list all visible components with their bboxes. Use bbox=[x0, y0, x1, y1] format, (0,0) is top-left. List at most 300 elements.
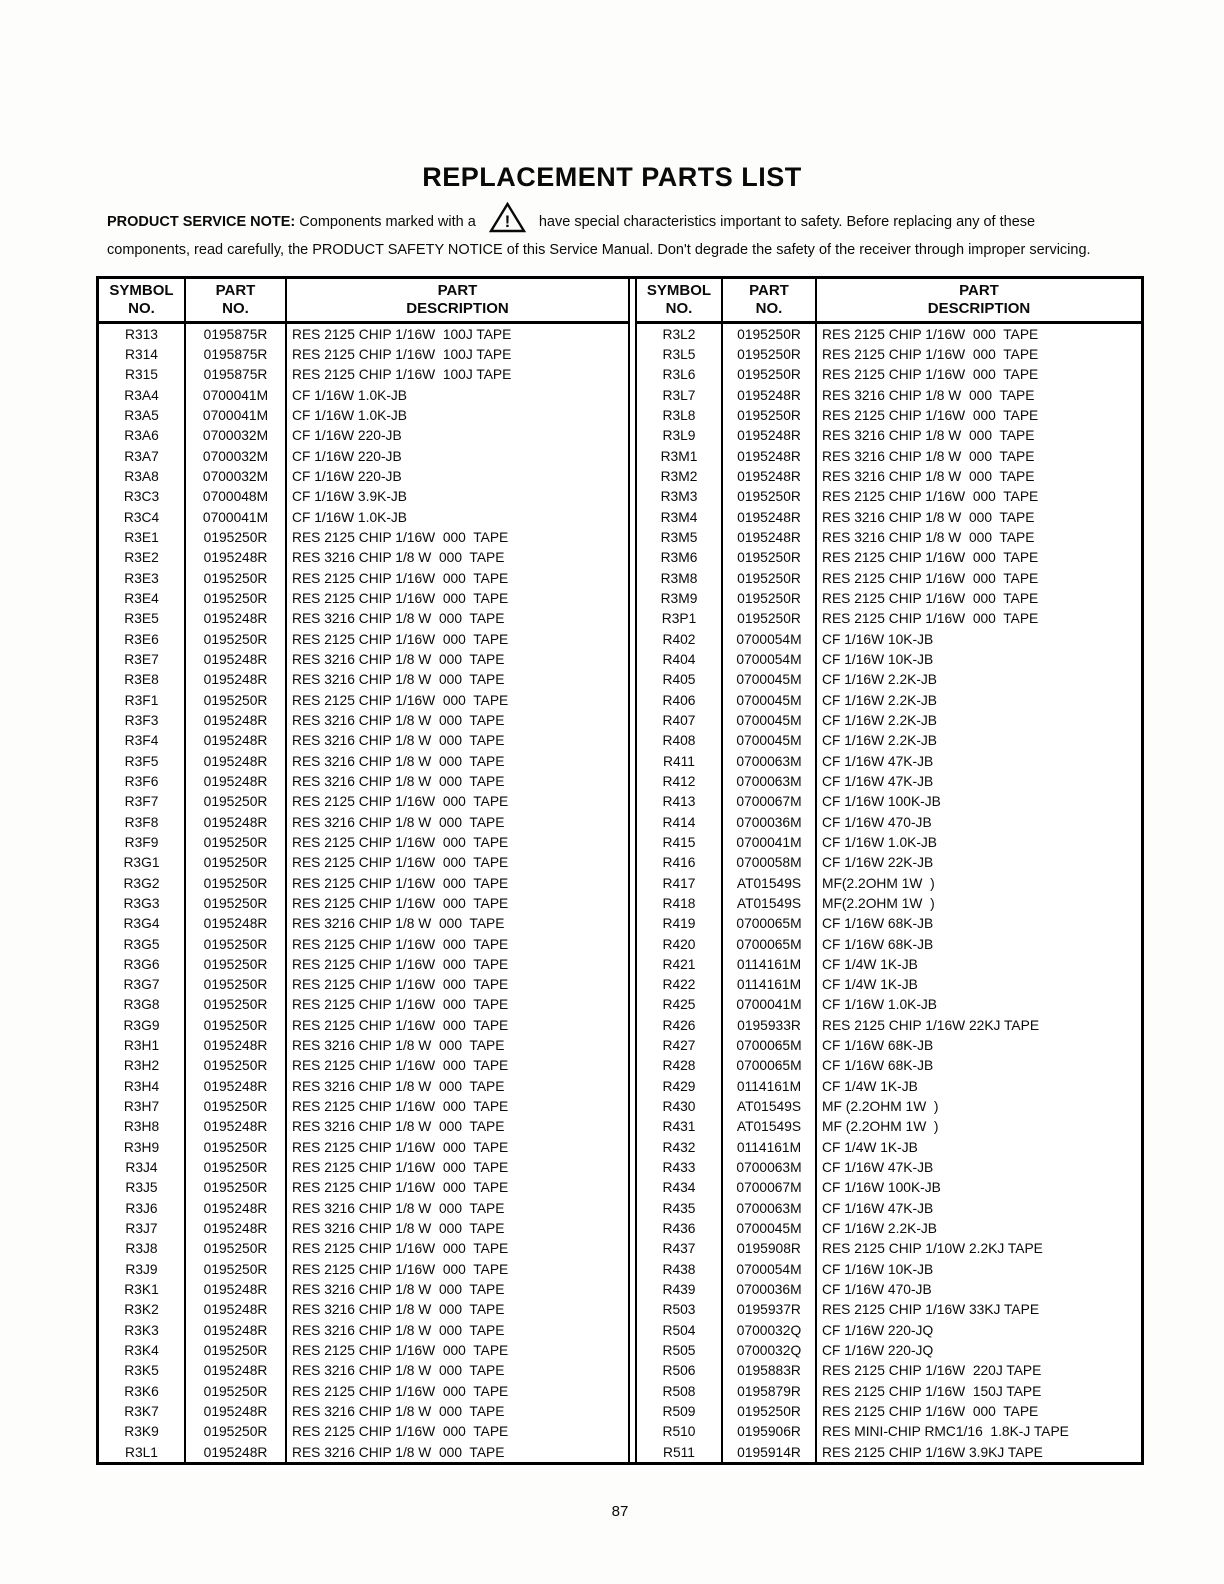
part-no-cell: 0700063M bbox=[723, 771, 817, 791]
symbol-cell: R314 bbox=[99, 344, 186, 364]
description-cell: RES 2125 CHIP 1/16W 000 TAPE bbox=[292, 956, 509, 972]
symbol-cell: R3K5 bbox=[99, 1361, 186, 1381]
part-no-cell: 0700065M bbox=[723, 1035, 817, 1055]
table-row bbox=[637, 853, 1141, 873]
symbol-cell: R3A5 bbox=[99, 405, 186, 425]
part-no-cell: 0195250R bbox=[186, 629, 287, 649]
symbol-cell: R425 bbox=[637, 995, 723, 1015]
part-no-cell: 0195914R bbox=[723, 1442, 817, 1462]
symbol-cell: R3F6 bbox=[99, 771, 186, 791]
table-row bbox=[99, 995, 628, 1015]
description-cell: RES 3216 CHIP 1/8 W 000 TAPE bbox=[292, 1038, 505, 1054]
part-no-cell: 0700067M bbox=[723, 792, 817, 812]
symbol-cell: R411 bbox=[637, 751, 723, 771]
table-row bbox=[99, 934, 628, 954]
note-label: PRODUCT SERVICE NOTE: bbox=[107, 214, 296, 230]
table-row bbox=[99, 670, 628, 690]
part-no-cell: 0195875R bbox=[186, 344, 287, 364]
table-row bbox=[637, 1320, 1141, 1340]
symbol-cell: R3M4 bbox=[637, 507, 723, 527]
description-cell: RES 3216 CHIP 1/8 W 000 TAPE bbox=[292, 672, 505, 688]
symbol-cell: R3G5 bbox=[99, 934, 186, 954]
part-no-cell: 0195250R bbox=[186, 995, 287, 1015]
table-row bbox=[99, 507, 628, 527]
warning-triangle-icon bbox=[489, 202, 526, 240]
description-cell: RES 2125 CHIP 1/16W 000 TAPE bbox=[292, 692, 509, 708]
part-no-cell: 0195250R bbox=[186, 1157, 287, 1177]
description-cell: CF 1/16W 47K-JB bbox=[822, 1200, 934, 1216]
symbol-cell: R3E2 bbox=[99, 548, 186, 568]
symbol-cell: R415 bbox=[637, 832, 723, 852]
table-row bbox=[637, 914, 1141, 934]
table-row bbox=[99, 1279, 628, 1299]
description-cell: CF 1/16W 68K-JB bbox=[822, 1038, 934, 1054]
part-no-cell: 0195248R bbox=[186, 1198, 287, 1218]
description-cell: CF 1/16W 1.0K-JB bbox=[292, 387, 408, 403]
description-cell: RES 2125 CHIP 1/16W 000 TAPE bbox=[822, 346, 1039, 362]
part-no-cell: 0195248R bbox=[186, 1076, 287, 1096]
part-no-cell: AT01549S bbox=[723, 893, 817, 913]
table-row bbox=[99, 1422, 628, 1442]
description-cell: RES 2125 CHIP 1/16W 000 TAPE bbox=[822, 550, 1039, 566]
table-row bbox=[637, 1259, 1141, 1279]
table-row bbox=[637, 629, 1141, 649]
description-cell: CF 1/4W 1K-JB bbox=[822, 1078, 918, 1094]
description-cell: RES 3216 CHIP 1/8 W 000 TAPE bbox=[292, 1078, 505, 1094]
part-no-cell: 0195248R bbox=[186, 1117, 287, 1137]
description-cell: MF(2.2OHM 1W ) bbox=[822, 875, 935, 891]
description-cell: RES 3216 CHIP 1/8 W 000 TAPE bbox=[822, 529, 1035, 545]
description-cell: RES 2125 CHIP 1/16W 000 TAPE bbox=[292, 1343, 509, 1359]
table-row bbox=[99, 1015, 628, 1035]
description-cell: RES 2125 CHIP 1/16W 3.9KJ TAPE bbox=[822, 1444, 1043, 1460]
symbol-cell: R3H1 bbox=[99, 1035, 186, 1055]
part-no-cell: 0114161M bbox=[723, 954, 817, 974]
description-cell: RES 2125 CHIP 1/16W 000 TAPE bbox=[822, 407, 1039, 423]
symbol-cell: R313 bbox=[99, 324, 186, 344]
part-no-cell: 0195248R bbox=[723, 466, 817, 486]
column-header-symbol-no: SYMBOL NO. bbox=[99, 279, 186, 321]
part-no-cell: 0700065M bbox=[723, 1056, 817, 1076]
symbol-cell: R435 bbox=[637, 1198, 723, 1218]
description-cell: RES 2125 CHIP 1/16W 000 TAPE bbox=[292, 936, 509, 952]
description-cell: RES 2125 CHIP 1/10W 2.2KJ TAPE bbox=[822, 1241, 1043, 1257]
table-row bbox=[99, 1300, 628, 1320]
part-no-cell: 0700041M bbox=[723, 995, 817, 1015]
table-row bbox=[99, 324, 628, 344]
symbol-cell: R3H8 bbox=[99, 1117, 186, 1137]
table-row bbox=[637, 1401, 1141, 1421]
table-row bbox=[637, 995, 1141, 1015]
part-no-cell: 0195250R bbox=[723, 1401, 817, 1421]
part-no-cell: 0195248R bbox=[186, 1401, 287, 1421]
description-cell: RES 2125 CHIP 1/16W 000 TAPE bbox=[292, 1261, 509, 1277]
table-row bbox=[637, 1157, 1141, 1177]
part-no-cell: AT01549S bbox=[723, 1096, 817, 1116]
symbol-cell: R3M8 bbox=[637, 568, 723, 588]
part-no-cell: 0195248R bbox=[186, 914, 287, 934]
part-no-cell: 0700045M bbox=[723, 1218, 817, 1238]
description-cell: CF 1/16W 47K-JB bbox=[822, 1160, 934, 1176]
description-cell: RES 3216 CHIP 1/8 W 000 TAPE bbox=[292, 773, 505, 789]
part-no-cell: 0195248R bbox=[186, 1320, 287, 1340]
description-cell: CF 1/16W 47K-JB bbox=[822, 773, 934, 789]
column-header-part-no: PART NO. bbox=[186, 279, 287, 321]
table-row bbox=[99, 1401, 628, 1421]
table-row bbox=[99, 1361, 628, 1381]
symbol-cell: R412 bbox=[637, 771, 723, 791]
description-cell: CF 1/16W 220-JQ bbox=[822, 1322, 934, 1338]
part-no-cell: 0195248R bbox=[186, 812, 287, 832]
part-no-cell: 0700032M bbox=[186, 426, 287, 446]
table-row bbox=[99, 914, 628, 934]
description-cell: RES 2125 CHIP 1/16W 000 TAPE bbox=[292, 1180, 509, 1196]
description-cell: RES 2125 CHIP 1/16W 000 TAPE bbox=[292, 1099, 509, 1115]
description-cell: RES 2125 CHIP 1/16W 000 TAPE bbox=[292, 570, 509, 586]
symbol-cell: R408 bbox=[637, 731, 723, 751]
description-cell: RES 2125 CHIP 1/16W 000 TAPE bbox=[292, 794, 509, 810]
symbol-cell: R431 bbox=[637, 1117, 723, 1137]
table-row bbox=[637, 507, 1141, 527]
table-row bbox=[99, 792, 628, 812]
part-no-cell: 0700036M bbox=[723, 812, 817, 832]
table-row bbox=[99, 1178, 628, 1198]
symbol-cell: R3E1 bbox=[99, 527, 186, 547]
table-row bbox=[99, 1076, 628, 1096]
part-no-cell: 0195250R bbox=[186, 1015, 287, 1035]
table-row bbox=[637, 731, 1141, 751]
description-cell: RES 2125 CHIP 1/16W 000 TAPE bbox=[292, 1424, 509, 1440]
table-row bbox=[637, 405, 1141, 425]
table-row bbox=[637, 1076, 1141, 1096]
table-row bbox=[637, 588, 1141, 608]
table-row bbox=[99, 487, 628, 507]
table-row bbox=[99, 446, 628, 466]
part-no-cell: 0195250R bbox=[186, 1381, 287, 1401]
description-cell: RES 2125 CHIP 1/16W 000 TAPE bbox=[822, 611, 1039, 627]
part-no-cell: 0700041M bbox=[186, 385, 287, 405]
table-row bbox=[99, 568, 628, 588]
part-no-cell: 0195250R bbox=[186, 1259, 287, 1279]
part-no-cell: 0195250R bbox=[186, 568, 287, 588]
description-cell: CF 1/16W 100K-JB bbox=[822, 1180, 941, 1196]
description-cell: MF (2.2OHM 1W ) bbox=[822, 1099, 939, 1115]
part-no-cell: 0195937R bbox=[723, 1300, 817, 1320]
symbol-cell: R3F1 bbox=[99, 690, 186, 710]
description-cell: RES 3216 CHIP 1/8 W 000 TAPE bbox=[822, 448, 1035, 464]
symbol-cell: R426 bbox=[637, 1015, 723, 1035]
part-no-cell: 0195250R bbox=[186, 954, 287, 974]
description-cell: RES 2125 CHIP 1/16W 000 TAPE bbox=[822, 367, 1039, 383]
description-cell: RES 2125 CHIP 1/16W 000 TAPE bbox=[292, 631, 509, 647]
table-row bbox=[637, 1279, 1141, 1299]
description-cell: CF 1/16W 10K-JB bbox=[822, 1261, 934, 1277]
part-no-cell: 0700058M bbox=[723, 853, 817, 873]
right-table-body bbox=[637, 324, 1141, 1462]
description-cell: CF 1/16W 220-JB bbox=[292, 448, 402, 464]
description-cell: CF 1/16W 2.2K-JB bbox=[822, 1221, 938, 1237]
description-cell: CF 1/16W 10K-JB bbox=[822, 631, 934, 647]
part-no-cell: 0195248R bbox=[186, 1218, 287, 1238]
symbol-cell: R3A6 bbox=[99, 426, 186, 446]
part-no-cell: 0195250R bbox=[723, 568, 817, 588]
symbol-cell: R3K3 bbox=[99, 1320, 186, 1340]
description-cell: RES 3216 CHIP 1/8 W 000 TAPE bbox=[292, 651, 505, 667]
symbol-cell: R407 bbox=[637, 710, 723, 730]
symbol-cell: R3G1 bbox=[99, 853, 186, 873]
description-cell: CF 1/16W 68K-JB bbox=[822, 916, 934, 932]
table-row bbox=[99, 710, 628, 730]
table-row bbox=[99, 853, 628, 873]
description-cell: CF 1/16W 2.2K-JB bbox=[822, 672, 938, 688]
column-header-part-description: PART DESCRIPTION bbox=[927, 282, 1031, 317]
description-cell: CF 1/16W 68K-JB bbox=[822, 1058, 934, 1074]
symbol-cell: R3G7 bbox=[99, 975, 186, 995]
description-cell: CF 1/4W 1K-JB bbox=[822, 1139, 918, 1155]
symbol-cell: R439 bbox=[637, 1279, 723, 1299]
table-row bbox=[637, 670, 1141, 690]
description-cell: RES 3216 CHIP 1/8 W 000 TAPE bbox=[822, 428, 1035, 444]
part-no-cell: 0700032M bbox=[186, 446, 287, 466]
description-cell: RES 2125 CHIP 1/16W 000 TAPE bbox=[822, 489, 1039, 505]
description-cell: RES 2125 CHIP 1/16W 220J TAPE bbox=[822, 1363, 1042, 1379]
table-row bbox=[637, 1056, 1141, 1076]
part-no-cell: 0195906R bbox=[723, 1422, 817, 1442]
description-cell: CF 1/16W 2.2K-JB bbox=[822, 712, 938, 728]
part-no-cell: 0195250R bbox=[723, 344, 817, 364]
part-no-cell: 0195250R bbox=[723, 324, 817, 344]
part-no-cell: 0700041M bbox=[723, 832, 817, 852]
description-cell: RES 2125 CHIP 1/16W 150J TAPE bbox=[822, 1383, 1042, 1399]
column-header-part-no: PART NO. bbox=[723, 279, 817, 321]
table-row bbox=[99, 588, 628, 608]
description-cell: CF 1/16W 1.0K-JB bbox=[822, 997, 938, 1013]
symbol-cell: R3L6 bbox=[637, 365, 723, 385]
description-cell: RES 2125 CHIP 1/16W 000 TAPE bbox=[292, 1160, 509, 1176]
symbol-cell: R3F4 bbox=[99, 731, 186, 751]
part-no-cell: 0700036M bbox=[723, 1279, 817, 1299]
description-cell: RES 2125 CHIP 1/16W 22KJ TAPE bbox=[822, 1017, 1040, 1033]
description-cell: MF (2.2OHM 1W ) bbox=[822, 1119, 939, 1135]
right-table-half bbox=[635, 279, 1141, 1462]
symbol-cell: R433 bbox=[637, 1157, 723, 1177]
table-row bbox=[637, 1198, 1141, 1218]
table-row bbox=[99, 771, 628, 791]
table-row bbox=[637, 832, 1141, 852]
svg-text:!: ! bbox=[504, 212, 511, 231]
description-cell: RES 2125 CHIP 1/16W 000 TAPE bbox=[292, 875, 509, 891]
part-no-cell: 0195250R bbox=[723, 588, 817, 608]
table-row bbox=[99, 1340, 628, 1360]
table-row bbox=[99, 1381, 628, 1401]
part-no-cell: 0195250R bbox=[723, 365, 817, 385]
description-cell: RES 2125 CHIP 1/16W 000 TAPE bbox=[292, 997, 509, 1013]
symbol-cell: R3K6 bbox=[99, 1381, 186, 1401]
description-cell: RES 3216 CHIP 1/8 W 000 TAPE bbox=[292, 550, 505, 566]
table-row bbox=[637, 1340, 1141, 1360]
part-no-cell: 0195248R bbox=[186, 1361, 287, 1381]
description-cell: CF 1/16W 2.2K-JB bbox=[822, 692, 938, 708]
left-table-half bbox=[99, 279, 630, 1462]
symbol-cell: R3J4 bbox=[99, 1157, 186, 1177]
part-no-cell: 0195250R bbox=[186, 1178, 287, 1198]
symbol-cell: R3J6 bbox=[99, 1198, 186, 1218]
description-cell: RES 2125 CHIP 1/16W 000 TAPE bbox=[292, 895, 509, 911]
part-no-cell: 0195250R bbox=[186, 873, 287, 893]
description-cell: RES 3216 CHIP 1/8 W 000 TAPE bbox=[292, 1444, 505, 1460]
page-title: REPLACEMENT PARTS LIST bbox=[422, 162, 802, 192]
part-no-cell: 0195248R bbox=[186, 1035, 287, 1055]
table-row bbox=[637, 324, 1141, 344]
symbol-cell: R436 bbox=[637, 1218, 723, 1238]
description-cell: RES 2125 CHIP 1/16W 000 TAPE bbox=[292, 834, 509, 850]
table-row bbox=[637, 609, 1141, 629]
part-no-cell: 0195908R bbox=[723, 1239, 817, 1259]
symbol-cell: R421 bbox=[637, 954, 723, 974]
part-no-cell: 0700054M bbox=[723, 629, 817, 649]
note-line2: components, read carefully, the PRODUCT SAFETY NOTICE of this Service Manual. Don't degrade the safety of the receiver through improper servicing. bbox=[107, 242, 1091, 258]
symbol-cell: R315 bbox=[99, 365, 186, 385]
part-no-cell: 0195248R bbox=[723, 385, 817, 405]
table-row bbox=[99, 629, 628, 649]
description-cell: RES 2125 CHIP 1/16W 000 TAPE bbox=[822, 1404, 1039, 1420]
symbol-cell: R428 bbox=[637, 1056, 723, 1076]
symbol-cell: R429 bbox=[637, 1076, 723, 1096]
symbol-cell: R3M2 bbox=[637, 466, 723, 486]
table-row bbox=[637, 1422, 1141, 1442]
part-no-cell: 0195250R bbox=[186, 1340, 287, 1360]
part-no-cell: 0700045M bbox=[723, 731, 817, 751]
symbol-cell: R3P1 bbox=[637, 609, 723, 629]
symbol-cell: R3G6 bbox=[99, 954, 186, 974]
description-cell: CF 1/16W 1.0K-JB bbox=[292, 407, 408, 423]
symbol-cell: R3L7 bbox=[637, 385, 723, 405]
description-cell: RES 2125 CHIP 1/16W 100J TAPE bbox=[292, 367, 512, 383]
description-cell: RES 2125 CHIP 1/16W 000 TAPE bbox=[292, 1241, 509, 1257]
symbol-cell: R3E8 bbox=[99, 670, 186, 690]
table-row bbox=[637, 568, 1141, 588]
symbol-cell: R3G9 bbox=[99, 1015, 186, 1035]
table-row bbox=[99, 1239, 628, 1259]
symbol-cell: R503 bbox=[637, 1300, 723, 1320]
table-row bbox=[637, 690, 1141, 710]
table-row bbox=[637, 812, 1141, 832]
right-table-header bbox=[637, 279, 1141, 324]
symbol-cell: R3H9 bbox=[99, 1137, 186, 1157]
symbol-cell: R509 bbox=[637, 1401, 723, 1421]
symbol-cell: R3K1 bbox=[99, 1279, 186, 1299]
symbol-cell: R3G2 bbox=[99, 873, 186, 893]
part-no-cell: 0700045M bbox=[723, 690, 817, 710]
table-row bbox=[637, 649, 1141, 669]
part-no-cell: 0195250R bbox=[186, 690, 287, 710]
part-no-cell: 0700045M bbox=[723, 710, 817, 730]
symbol-cell: R413 bbox=[637, 792, 723, 812]
part-no-cell: 0195248R bbox=[186, 609, 287, 629]
symbol-cell: R3J7 bbox=[99, 1218, 186, 1238]
page-number: 87 bbox=[611, 1503, 629, 1520]
symbol-cell: R3L1 bbox=[99, 1442, 186, 1462]
table-row bbox=[99, 751, 628, 771]
description-cell: CF 1/4W 1K-JB bbox=[822, 977, 918, 993]
part-no-cell: 0195248R bbox=[723, 507, 817, 527]
symbol-cell: R3A8 bbox=[99, 466, 186, 486]
table-row bbox=[99, 731, 628, 751]
description-cell: RES MINI-CHIP RMC1/16 1.8K-J TAPE bbox=[822, 1424, 1069, 1440]
part-no-cell: 0195250R bbox=[186, 893, 287, 913]
table-row bbox=[99, 1218, 628, 1238]
description-cell: RES 2125 CHIP 1/16W 000 TAPE bbox=[292, 590, 509, 606]
description-cell: RES 2125 CHIP 1/16W 000 TAPE bbox=[292, 1017, 509, 1033]
part-no-cell: 0195933R bbox=[723, 1015, 817, 1035]
part-no-cell: 0195248R bbox=[186, 1279, 287, 1299]
part-no-cell: 0114161M bbox=[723, 1137, 817, 1157]
symbol-cell: R3C4 bbox=[99, 507, 186, 527]
symbol-cell: R3C3 bbox=[99, 487, 186, 507]
symbol-cell: R3H4 bbox=[99, 1076, 186, 1096]
table-row bbox=[99, 812, 628, 832]
symbol-cell: R406 bbox=[637, 690, 723, 710]
description-cell: RES 2125 CHIP 1/16W 000 TAPE bbox=[292, 1139, 509, 1155]
description-cell: RES 3216 CHIP 1/8 W 000 TAPE bbox=[292, 1221, 505, 1237]
table-row bbox=[637, 1035, 1141, 1055]
part-no-cell: 0195250R bbox=[723, 609, 817, 629]
description-cell: RES 3216 CHIP 1/8 W 000 TAPE bbox=[292, 712, 505, 728]
table-row bbox=[637, 975, 1141, 995]
description-cell: CF 1/16W 22K-JB bbox=[822, 855, 934, 871]
description-cell: CF 1/16W 1.0K-JB bbox=[822, 834, 938, 850]
description-cell: CF 1/16W 1.0K-JB bbox=[292, 509, 408, 525]
symbol-cell: R427 bbox=[637, 1035, 723, 1055]
part-no-cell: 0114161M bbox=[723, 1076, 817, 1096]
symbol-cell: R3F3 bbox=[99, 710, 186, 730]
table-row bbox=[637, 751, 1141, 771]
symbol-cell: R3M5 bbox=[637, 527, 723, 547]
description-cell: CF 1/4W 1K-JB bbox=[822, 956, 918, 972]
table-row bbox=[99, 975, 628, 995]
symbol-cell: R508 bbox=[637, 1381, 723, 1401]
description-cell: CF 1/16W 2.2K-JB bbox=[822, 733, 938, 749]
column-header-symbol-no: SYMBOL NO. bbox=[637, 279, 723, 321]
description-cell: RES 3216 CHIP 1/8 W 000 TAPE bbox=[822, 387, 1035, 403]
part-no-cell: 0700041M bbox=[186, 507, 287, 527]
description-cell: RES 3216 CHIP 1/8 W 000 TAPE bbox=[292, 1404, 505, 1420]
table-row bbox=[99, 527, 628, 547]
part-no-cell: 0195248R bbox=[723, 527, 817, 547]
description-cell: CF 1/16W 10K-JB bbox=[822, 651, 934, 667]
description-cell: RES 3216 CHIP 1/8 W 000 TAPE bbox=[822, 509, 1035, 525]
table-row bbox=[637, 1239, 1141, 1259]
part-no-cell: 0195250R bbox=[186, 975, 287, 995]
description-cell: CF 1/16W 220-JB bbox=[292, 428, 402, 444]
table-row bbox=[637, 385, 1141, 405]
part-no-cell: 0195250R bbox=[723, 548, 817, 568]
table-row bbox=[637, 934, 1141, 954]
table-row bbox=[637, 1015, 1141, 1035]
part-no-cell: 0700032M bbox=[186, 466, 287, 486]
table-row bbox=[99, 1259, 628, 1279]
symbol-cell: R510 bbox=[637, 1422, 723, 1442]
part-no-cell: 0195248R bbox=[186, 1442, 287, 1462]
symbol-cell: R405 bbox=[637, 670, 723, 690]
part-no-cell: 0195248R bbox=[186, 548, 287, 568]
table-row bbox=[99, 649, 628, 669]
left-table-header bbox=[99, 279, 628, 324]
part-no-cell: AT01549S bbox=[723, 873, 817, 893]
table-row bbox=[637, 365, 1141, 385]
table-row bbox=[99, 466, 628, 486]
symbol-cell: R3K9 bbox=[99, 1422, 186, 1442]
